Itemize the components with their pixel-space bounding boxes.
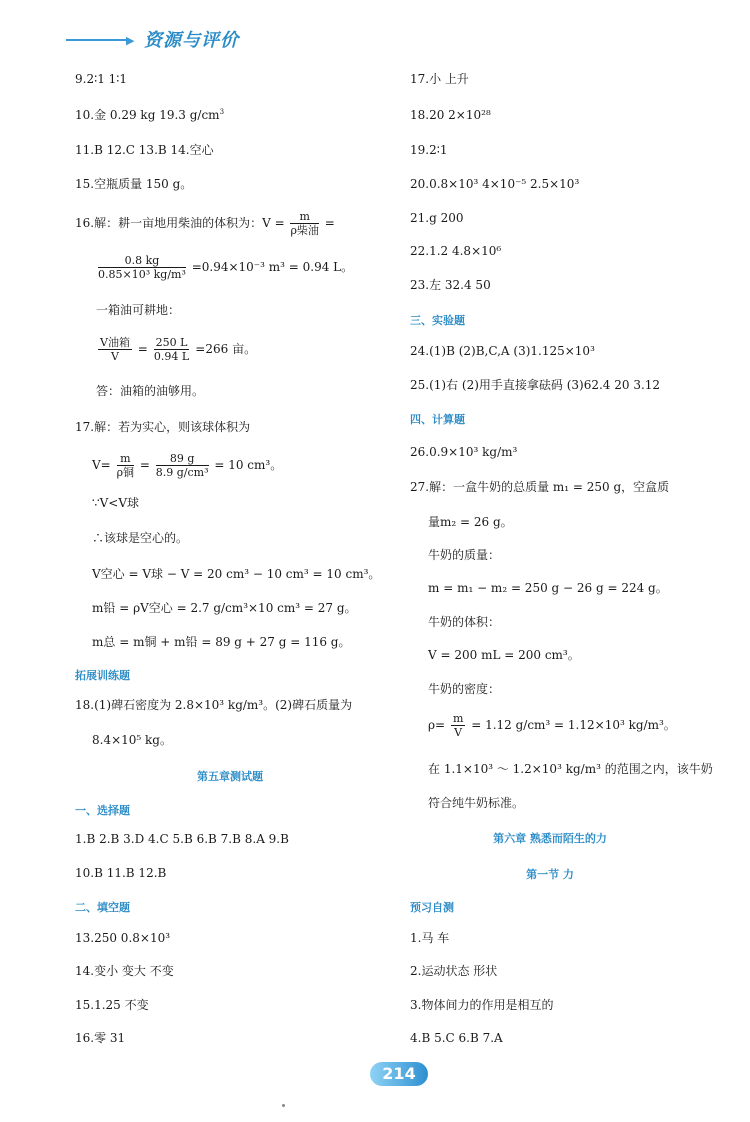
answer-16-area: =266 亩。: [195, 342, 257, 356]
answer-16-line1: [75, 210, 335, 237]
answer-r27-line7: 牛奶的密度：: [428, 682, 501, 696]
fraction: [154, 336, 190, 363]
chapter6-title: 第六章 熟悉而陌生的力: [493, 832, 607, 845]
answer-r21: 21.g 200: [410, 211, 464, 225]
answer-17-line1: 17.解：若为实心，则该球体积为: [75, 420, 251, 434]
answer-r27-line5: 牛奶的体积：: [428, 615, 501, 629]
fraction: [156, 452, 209, 479]
answer-17-line7: m总 = m铜 + m铅 = 89 g + 27 g = 116 g。: [92, 635, 351, 649]
answer-17-line5: V空心 = V球 − V = 20 cm³ − 10 cm³ = 10 cm³。: [92, 567, 381, 581]
answer-r17: 17.小 上升: [410, 72, 469, 86]
section-expand-title: 拓展训练题: [75, 669, 130, 682]
fraction: [290, 210, 318, 237]
fraction: [451, 712, 465, 739]
decorative-dot: [282, 1104, 285, 1107]
fraction-den: 0.85×10³ kg/m³: [98, 268, 186, 281]
answer-16-result: =0.94×10⁻³ m³ = 0.94 L。: [191, 260, 354, 274]
answer-15: 15.空瓶质量 150 g。: [75, 177, 193, 191]
section-fill-title: 二、填空题: [75, 901, 130, 914]
fill-14: 14.变小 变大 不变: [75, 964, 174, 978]
answer-r18: 18.20 2×10²⁸: [410, 108, 491, 122]
answer-17-line3: ∵V<V球: [92, 496, 140, 510]
page-number: 214: [370, 1062, 428, 1086]
fraction-den: V: [111, 350, 119, 363]
logo-line: [66, 39, 128, 41]
answer-16-text: 16.解：耕一亩地用柴油的体积为：V =: [75, 216, 285, 230]
fraction-den: V: [454, 726, 463, 739]
fraction-num: m: [452, 712, 464, 725]
fraction-num: 0.8 kg: [98, 254, 186, 268]
arrow-icon: ▶: [126, 34, 135, 47]
answer-r19: 19.2∶1: [410, 143, 448, 157]
fraction-num: 250 L: [155, 336, 188, 349]
fraction-num: m: [290, 210, 318, 224]
fraction-num: V油箱: [100, 336, 130, 349]
choice-answers-2: 10.B 11.B 12.B: [75, 866, 167, 880]
answer-r27-line8: [428, 712, 676, 739]
section1-title: 第一节 力: [526, 868, 574, 881]
answer-17-line2: V= $\frac{m}{\text{ρ铜}}$ = $\frac{89 g}{\text{8.9 g/cm³}}$ = 10 cm³。: [92, 452, 283, 479]
answer-r23: 23.左 32.4 50: [410, 278, 491, 292]
answer-11-14: 11.B 12.C 13.B 14.空心: [75, 143, 214, 157]
answer-18-line1: 18.(1)碑石密度为 2.8×10³ kg/m³。(2)碑石质量为: [75, 698, 353, 712]
fraction-den: 8.9 g/cm³: [155, 466, 209, 479]
formula-prefix: ρ=: [428, 718, 446, 732]
chapter5-test-title: 第五章测试题: [197, 770, 263, 783]
section-calc-title: 四、计算题: [410, 413, 465, 426]
fraction-den: 0.94 L: [153, 350, 190, 363]
answer-10: [75, 107, 224, 123]
answer-r24: 24.(1)B (2)B,C,A (3)1.125×10³: [410, 344, 595, 358]
answer-10-text: 10.金 0.29 kg 19.3 g/cm: [75, 108, 220, 122]
answer-18-line2: 8.4×10⁵ kg。: [92, 733, 172, 747]
fraction: [98, 336, 132, 363]
fraction-num: m: [117, 452, 134, 466]
section-experiment-title: 三、实验题: [410, 314, 465, 327]
answer-r20: 20.0.8×10³ 4×10⁻⁵ 2.5×10³: [410, 177, 580, 191]
answer-r27-line1: 27.解：一盒牛奶的总质量 m₁ = 250 g，空盒质: [410, 480, 670, 494]
fraction-den: ρ铜: [116, 466, 135, 479]
answer-17-volume: = 10 cm³。: [214, 458, 283, 472]
formula-prefix: V=: [92, 458, 111, 472]
preview-2: 2.运动状态 形状: [410, 964, 498, 978]
answer-17-line6: m铅 = ρV空心 = 2.7 g/cm³×10 cm³ = 27 g。: [92, 601, 357, 615]
answer-r27-line9: 在 1.1×10³ ～ 1.2×10³ kg/m³ 的范围之内，该牛奶: [428, 762, 713, 776]
fill-16: 16.零 31: [75, 1031, 126, 1045]
preview-3: 3.物体间力的作用是相互的: [410, 998, 554, 1012]
answer-16-line2: [96, 254, 353, 281]
answer-r27-line10: 符合纯牛奶标准。: [428, 796, 525, 810]
answer-r27-line2: 量m₂ = 26 g。: [428, 515, 513, 529]
answer-16-conclusion: 答：油箱的油够用。: [96, 384, 205, 398]
answer-r22: 22.1.2 4.8×10⁶: [410, 244, 502, 258]
fraction: [98, 254, 186, 281]
choice-answers-1: 1.B 2.B 3.D 4.C 5.B 6.B 7.B 8.A 9.B: [75, 832, 289, 846]
fraction-num: 89 g: [156, 452, 209, 466]
answer-r27-density: = 1.12 g/cm³ = 1.12×10³ kg/m³。: [471, 718, 676, 732]
fraction: [117, 452, 134, 479]
fill-13: 13.250 0.8×10³: [75, 931, 171, 945]
answer-r26: 26.0.9×10³ kg/m³: [410, 445, 518, 459]
equals: =: [324, 216, 335, 230]
answer-10-sup: 3: [219, 108, 225, 116]
answer-16-line3: 一箱油可耕地：: [96, 303, 181, 317]
answer-r27-line6: V = 200 mL = 200 cm³。: [428, 648, 580, 662]
answer-16-line4: $\frac{\text{V油箱}}{V}$ = $\frac{250 L}{0.94 L}$ =266 亩。: [100, 336, 257, 363]
section-choice-title: 一、选择题: [75, 804, 130, 817]
answer-r25: 25.(1)右 (2)用手直接拿砝码 (3)62.4 20 3.12: [410, 378, 661, 392]
preview-1: 1.马 车: [410, 931, 450, 945]
header-title: 资源与评价: [144, 30, 239, 51]
fraction-den: ρ柴油: [290, 224, 319, 237]
section-preview-title: 预习自测: [410, 901, 454, 914]
answer-r27-line3: 牛奶的质量：: [428, 548, 501, 562]
answer-r27-line4: m = m₁ − m₂ = 250 g − 26 g = 224 g。: [428, 581, 668, 595]
fill-15: 15.1.25 不变: [75, 998, 149, 1012]
answer-9: 9.2∶1 1∶1: [75, 72, 128, 86]
preview-4: 4.B 5.C 6.B 7.A: [410, 1031, 503, 1045]
header-logo: [66, 24, 266, 52]
answer-17-line4: ∴该球是空心的。: [92, 531, 189, 545]
